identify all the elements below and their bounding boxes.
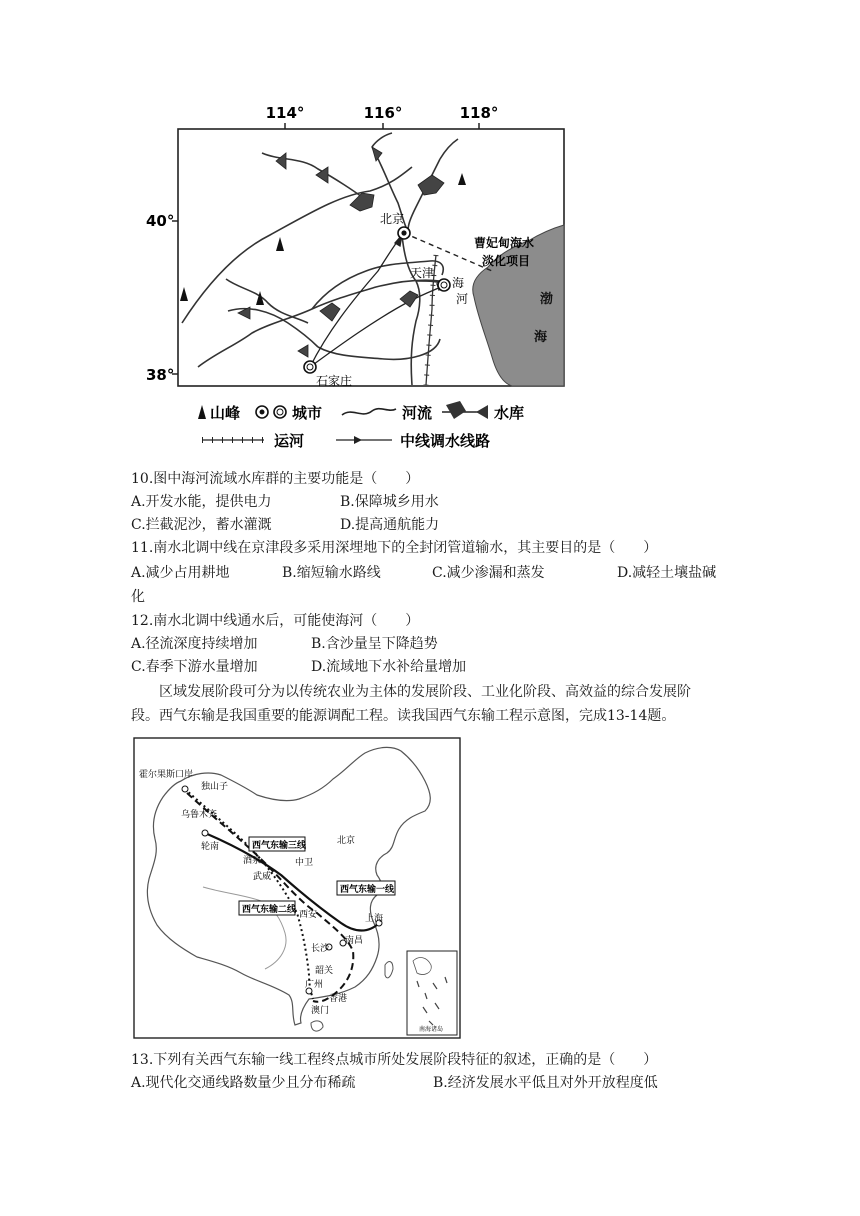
place-macao: 澳门 <box>311 1006 330 1016</box>
question-10-option-c: C.拦截泥沙，蓄水灌溉 <box>131 517 272 533</box>
place-nanchang: 南昌 <box>345 936 364 946</box>
question-11-stem: 11.南水北调中线在京津段多采用深埋地下的全封闭管道输水，其主要目的是（ ） <box>131 540 658 556</box>
hainan <box>311 1021 323 1031</box>
legend-city-label: 城市 <box>292 404 323 422</box>
place-hongkong: 香港 <box>329 994 348 1004</box>
sea-char-bo: 渤 <box>540 292 554 307</box>
legend-diversion <box>336 436 392 444</box>
place-beijing: 北京 <box>337 836 356 846</box>
place-wuwei: 武威 <box>253 872 272 882</box>
place-shanghai: 上海 <box>365 914 384 924</box>
place-horgos: 霍尔果斯口岸 <box>139 770 194 780</box>
south-china-sea-inset <box>407 951 457 1035</box>
sea-char-hai: 海 <box>534 330 548 345</box>
city-tianjin-symbol <box>438 279 450 291</box>
label-line1: 西气东输一线 <box>340 885 395 895</box>
question-12-option-d: D.流域地下水补给量增加 <box>311 659 467 675</box>
place-zhongwei: 中卫 <box>295 858 314 868</box>
question-13-option-b: B.经济发展水平低且对外开放程度低 <box>433 1075 658 1091</box>
city-shijiazhuang-symbol <box>304 361 316 373</box>
place-urumqi: 乌鲁木齐 <box>181 810 218 820</box>
haihe-label-2: 河 <box>456 292 469 306</box>
legend-city <box>256 406 286 418</box>
question-10-option-b: B.保障城乡用水 <box>340 494 439 510</box>
question-11-option-b: B.缩短输水路线 <box>282 565 381 581</box>
question-12-stem: 12.南水北调中线通水后，可能使海河（ ） <box>131 613 420 629</box>
legend-peak-label: 山峰 <box>210 404 241 422</box>
question-12-option-a: A.径流深度持续增加 <box>131 636 258 652</box>
city-tianjin-label: 天津 <box>410 266 435 280</box>
label-line3: 西气东输三线 <box>252 841 307 851</box>
place-changsha: 长沙 <box>311 944 330 954</box>
question-13-stem: 13.下列有关西气东输一线工程终点城市所处发展阶段特征的叙述，正确的是（ ） <box>131 1052 658 1068</box>
question-11-option-a: A.减少占用耕地 <box>131 565 230 581</box>
legend-reservoir <box>442 401 488 419</box>
haihe-basin-map <box>140 95 580 450</box>
context-paragraph <box>131 680 741 728</box>
lat-label-40: 40° <box>146 212 175 230</box>
project-label-1: 曹妃甸海水 <box>474 236 535 250</box>
question-13-option-a: A.现代化交通线路数量少且分布稀疏 <box>131 1075 356 1091</box>
place-lunnan: 轮南 <box>201 842 220 852</box>
legend-river-label: 河流 <box>402 404 433 422</box>
city-beijing-symbol <box>398 227 410 239</box>
paragraph-line-1: 区域发展阶段可分为以传统农业为主体的发展阶段、工业化阶段、高效益的综合发展阶 <box>159 684 691 700</box>
legend-peak <box>198 405 206 419</box>
haihe-label-1: 海 <box>452 276 465 290</box>
paragraph-line-2: 段。西气东输是我国重要的能源调配工程。读我国西气东输工程示意图，完成13-14题。 <box>131 708 676 724</box>
place-shaoguan: 韶关 <box>315 966 334 976</box>
question-12-option-c: C.春季下游水量增加 <box>131 659 258 675</box>
legend-canal-label: 运河 <box>274 432 305 450</box>
question-11-option-d-cont: 化 <box>131 589 145 605</box>
place-xian: 西安 <box>299 910 318 920</box>
project-label-2: 淡化项目 <box>482 254 531 268</box>
lon-label-114: 114° <box>265 104 305 122</box>
question-11-option-c: C.减少渗漏和蒸发 <box>432 565 545 581</box>
question-11-option-d: D.减轻土壤盐碱 <box>617 565 717 581</box>
question-10-option-a: A.开发水能，提供电力 <box>131 494 272 510</box>
legend-reservoir-label: 水库 <box>494 404 525 422</box>
legend-river <box>342 409 396 415</box>
legend-diversion-label: 中线调水线路 <box>400 432 491 450</box>
lon-label-116: 116° <box>363 104 403 122</box>
place-guangzhou: 广州 <box>305 980 324 990</box>
city-shijiazhuang-label: 石家庄 <box>316 374 353 388</box>
question-10-stem: 10.图中海河流域水库群的主要功能是（ ） <box>131 471 420 487</box>
inset-label: 南海诸岛 <box>419 1026 444 1033</box>
lat-label-38: 38° <box>146 366 175 384</box>
lon-label-118: 118° <box>459 104 499 122</box>
label-line2: 西气东输二线 <box>242 905 297 915</box>
city-beijing-label: 北京 <box>380 212 405 226</box>
place-jiuquan: 酒泉 <box>243 856 262 866</box>
place-dushanzi: 独山子 <box>201 782 229 792</box>
west-east-gas-map <box>133 737 461 1039</box>
question-12-option-b: B.含沙量呈下降趋势 <box>311 636 438 652</box>
question-10-option-d: D.提高通航能力 <box>340 517 440 533</box>
